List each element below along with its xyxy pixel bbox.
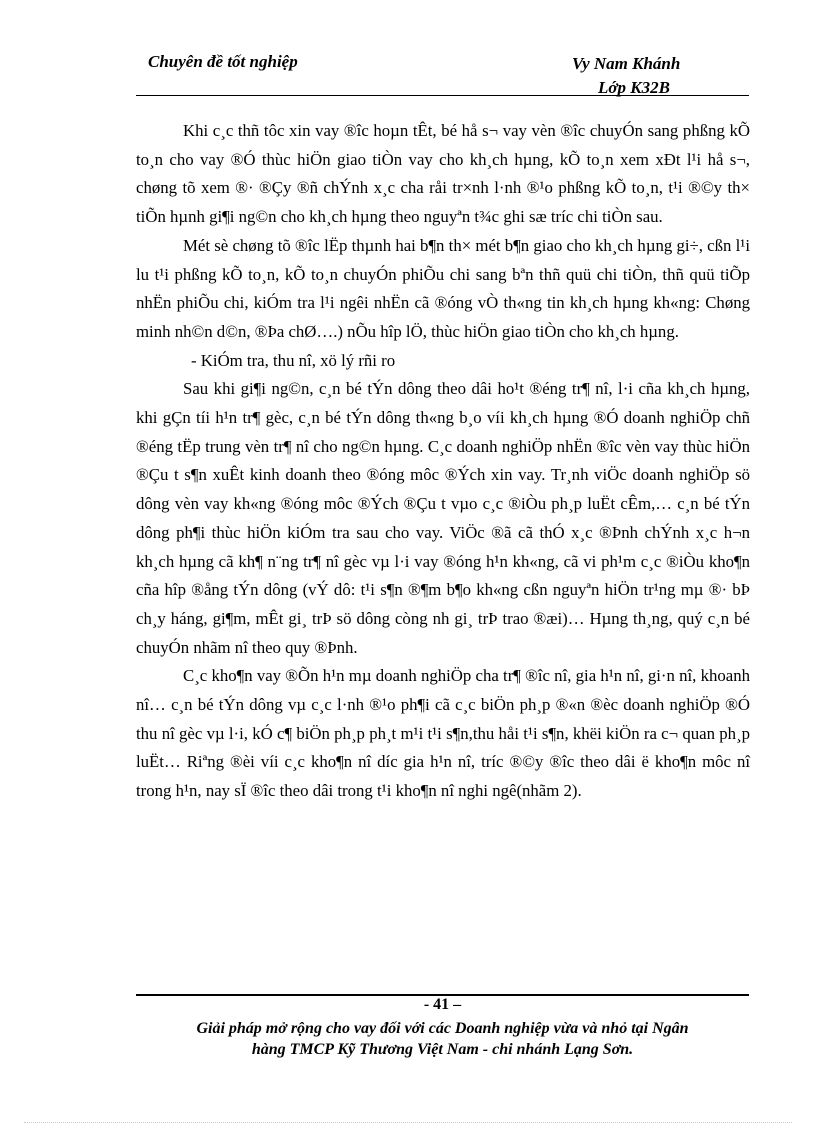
header-class-name: Lớp K32B [598,78,670,97]
footer-title-line: hàng TMCP Kỹ Thương Việt Nam - chi nhánh Lạng Sơn. [251,1041,634,1058]
page-number: - 41 – [423,996,462,1013]
body-paragraph: Mét sè chøng tõ ®îc lËp thµnh hai b¶n th× mét b¶n giao cho kh¸ch hµng gi÷, cßn l¹i lu t¹i phßng kÕ to¸n, kÕ to¸n chuyÓn phiÕu chi sang bªn thñ quü chi tiÒn, thñ quü tiÕp nhËn phiÕu chi, kiÓm tra l¹i ngêi nhËn cã ®óng vÒ th«ng tin kh¸ch hµng kh«ng: Chøng minh nh©n d©n, ®Þa chØ….) nÕu hîp lÖ, thùc hiÖn giao tiÒn cho kh¸ch hµng. [136,235,750,341]
body-paragraph: Khi c¸c thñ tôc xin vay ®îc hoµn tÊt, bé hå s¬ vay vèn ®îc chuyÓn sang phßng kÕ to¸n cho vay ®Ó thùc hiÖn giao tiÒn vay cho kh¸ch hµng, kÕ to¸n xem xÐt l¹i hå s¬, chøng tõ xem ®· ®Çy ®ñ chÝnh x¸c cha råi tr×nh l·nh ®¹o phßng kÕ to¸n, t¹i ®©y th× tiÕn hµnh gi¶i ng©n cho kh¸ch hµng theo nguyªn t¾c ghi sæ tríc chi tiÒn sau. [136,121,750,227]
footer-thesis-title [136,1018,749,1060]
header-author-name: Vy Nam Khánh [572,54,681,73]
body-paragraph: Sau khi gi¶i ng©n, c¸n bé tÝn dông theo dâi ho¹t ®éng tr¶ nî, l·i cña kh¸ch hµng, khi gÇn tíi h¹n tr¶ gèc, c¸n bé tÝn dông th«ng b¸o víi kh¸ch hµng ®Ó doanh nghiÖp chñ ®éng tËp trung vèn tr¶ nî cho ng©n hµng. C¸c doanh nghiÖp nhËn ®îc vèn vay thùc hiÖn ®Çu t s¶n xuÊt kinh doanh theo ®óng môc ®Ých xin vay. Tr¸nh viÖc doanh nghiÖp sö dông vèn vay kh«ng ®óng môc ®Ých ®Çu t vµo c¸c ®iÒu ph¸p luËt cÊm,… c¸n bé tÝn dông ph¶i thùc hiÖn kiÓm tra sau cho vay. ViÖc ®ã cã thÓ x¸c ®Þnh chÝnh x¸c h¬n kh¸ch hµng cã kh¶ n¨ng tr¶ nî gèc vµ l·i vay ®óng h¹n kh«ng, cã vi ph¹m c¸c ®iÒu kho¶n cña hîp ®ång tÝn dông (vÝ dô: t¹i s¶n ®¶m b¶o kh«ng cßn nguyªn hiÖn tr¹ng mµ ®· bÞ ch¸y háng, gi¶m, mÊt gi¸ trÞ sö dông còng nh gi¸ trÞ trao ®æi)… Hµng th¸ng, quý c¸n bé chuyÓn nhãm nî theo quy ®Þnh. [136,379,750,657]
header-author-block [572,52,680,100]
footer-title-line: Giải pháp mở rộng cho vay đối với các Doanh nghiệp vừa và nhỏ tại Ngân [196,1020,689,1037]
header-document-title: Chuyên đề tốt nghiệp [148,52,298,71]
body-paragraph: C¸c kho¶n vay ®Õn h¹n mµ doanh nghiÖp cha tr¶ ®îc nî, gia h¹n nî, gi·n nî, khoanh nî… c¸n bé tÝn dông vµ c¸c l·nh ®¹o ph¶i cã c¸c biÖn ph¸p ®«n ®èc doanh nghiÖp ®Ó thu nî gèc vµ l·i, kÓ c¶ biÖn ph¸p ph¸t m¹i t¹i s¶n,thu håi t¹i s¶n, khëi kiÖn ra c¬ quan ph¸p luËt… Riªng ®èi víi c¸c kho¶n nî díc gia h¹n nî, tríc ®©y ®îc theo dâi ë kho¶n môc nî trong h¹n, nay sÏ ®îc theo dâi trong t¹i kho¶n nî nghi ngê(nhãm 2). [136,666,750,801]
document-body [136,117,750,806]
header-divider [136,95,749,96]
body-bullet-item: - KiÓm tra, thu nî, xö lý rñi ro [191,350,396,370]
